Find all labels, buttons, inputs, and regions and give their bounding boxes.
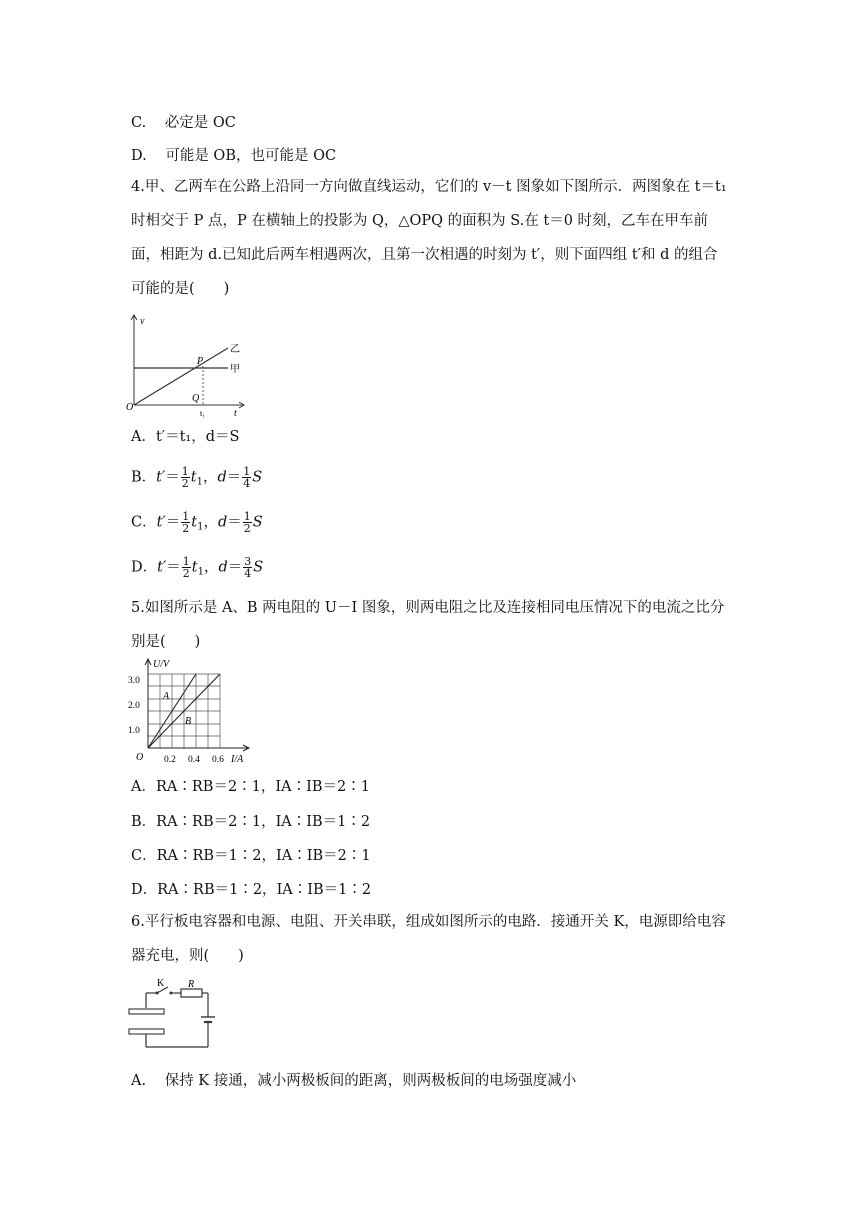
t1-label: t₁ [200, 409, 206, 418]
option-label: D． [131, 882, 158, 898]
u-axis-label: U/V [153, 659, 170, 670]
q5-option-a [131, 777, 370, 797]
i-axis-label: I/A [231, 754, 244, 765]
capacitor-plate-bottom [129, 1029, 164, 1034]
q4-option-d: D．t′＝ $\frac{1}{2}$ $t_1$，d＝ $\frac{3}{4}$ S [131, 555, 264, 580]
q4-vt-graph [126, 310, 256, 420]
option-label: D. [131, 148, 147, 164]
point-p-label: P [197, 356, 204, 367]
option-label: C． [131, 848, 157, 864]
q4-stem: 4.甲、乙两车在公路上沿同一方向做直线运动，它们的 v－t 图象如下图所示．两图象在 t＝t₁时相交于 P 点，P 在横轴上的投影为 Q，△OPQ 的面积为 S.在 t＝0 时刻，乙车在甲车前面，相距为 d.已知此后两车相遇两次，且第一次相遇的时刻为 t′，则下面四组 t′和 d 的组合可能的是( ) [131, 179, 727, 297]
k-label: K [157, 978, 165, 989]
resistor-r [181, 989, 202, 997]
option-label: D． [131, 559, 158, 576]
option-label: C． [131, 514, 157, 531]
q5-option-b [131, 812, 370, 832]
ratio-i: IA∶IB＝2∶1 [276, 848, 371, 864]
option-text: 可能是 OB，也可能是 OC [165, 148, 337, 164]
yi-label: 乙 [230, 344, 240, 355]
origin-label: O [136, 752, 144, 763]
q4-option-c: C．t′＝ $\frac{1}{2}$ $t_1$，d＝ $\frac{1}{2}$ S [131, 510, 263, 535]
q6-stem: 6.平行板电容器和电源、电阻、开关串联，组成如图所示的电路．接通开关 K，电源即给电容器充电，则( ) [131, 914, 726, 964]
q5-option-d [131, 880, 371, 900]
ratio-i: IA∶IB＝1∶2 [275, 814, 371, 830]
d-fraction: $\frac{3}{4}$ [244, 555, 252, 580]
v-axis-label: v [140, 316, 145, 327]
point-q-label: Q [192, 393, 200, 404]
ratio-r: RA∶RB＝2∶1， [155, 779, 276, 795]
d-fraction: $\frac{1}{2}$ [243, 510, 251, 535]
line-b-label: B [185, 716, 192, 727]
option-label: A. [131, 1073, 147, 1089]
y-tick-1: 1.0 [128, 726, 140, 736]
x-tick-02: 0.2 [164, 755, 176, 765]
ratio-i: IA∶IB＝2∶1 [275, 779, 370, 795]
y-tick-2: 2.0 [128, 701, 140, 711]
option-text: t′＝t₁，d＝S [155, 429, 240, 445]
option-text: 必定是 OC [164, 115, 236, 131]
q6-option-a [131, 1071, 576, 1091]
q6-circuit-diagram [126, 978, 226, 1053]
option-label: C. [131, 115, 147, 131]
x-tick-06: 0.6 [212, 755, 224, 765]
option-text: 保持 K 接通，减小两极板间的距离，则两极板间的电场强度减小 [164, 1073, 577, 1089]
q3-option-d [131, 146, 336, 166]
ratio-r: RA∶RB＝2∶1， [156, 814, 276, 830]
d-fraction: $\frac{1}{4}$ [243, 465, 251, 490]
q5-ui-graph [124, 656, 259, 768]
q5-option-c [131, 846, 371, 866]
q5-stem: 5.如图所示是 A、B 两电阻的 U－I 图象，则两电阻之比及连接相同电压情况下的电流之比分别是( ) [131, 600, 725, 650]
line-a-label: A [163, 691, 170, 702]
q4-option-a [131, 427, 239, 447]
origin-label: O [126, 402, 134, 413]
capacitor-plate-top [129, 1009, 164, 1014]
t-fraction: $\frac{1}{2}$ [182, 510, 190, 535]
q3-option-c [131, 113, 236, 133]
r-label: R [188, 979, 195, 990]
t-fraction: $\frac{1}{2}$ [181, 465, 189, 490]
option-label: A． [131, 429, 156, 445]
x-tick-04: 0.4 [188, 755, 200, 765]
option-label: B． [131, 814, 157, 830]
y-tick-3: 3.0 [128, 676, 140, 686]
option-label: A． [131, 779, 156, 795]
ratio-r: RA∶RB＝1∶2， [157, 882, 277, 898]
option-label: B． [131, 469, 157, 486]
q4-option-b: B．t′＝ $\frac{1}{2}$ $t_1$，d＝ $\frac{1}{4}$ S [131, 465, 263, 490]
t-axis-label: t [234, 408, 237, 419]
t-fraction: $\frac{1}{2}$ [182, 555, 190, 580]
jia-label: 甲 [230, 364, 240, 375]
ratio-r: RA∶RB＝1∶2， [156, 848, 277, 864]
yi-line [134, 348, 228, 405]
ratio-i: IA∶IB＝1∶2 [276, 882, 372, 898]
